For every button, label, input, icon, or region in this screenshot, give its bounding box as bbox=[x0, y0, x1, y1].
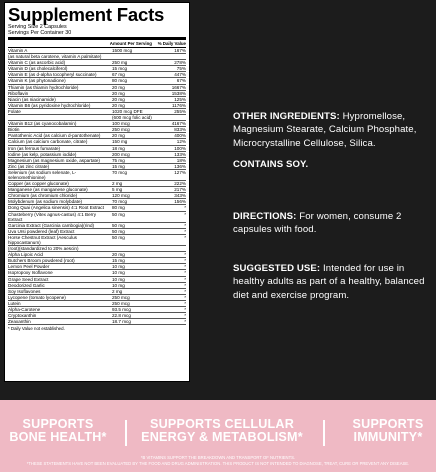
nutrient-name: Zeaxanthin bbox=[8, 319, 31, 325]
nutrient-name: Butchers Broom powdered (root) bbox=[8, 258, 75, 264]
nutrient-daily-value: 125% bbox=[174, 96, 186, 102]
nutrient-daily-value: 4167% bbox=[171, 121, 186, 127]
nutrient-name: Riboflavin bbox=[8, 90, 29, 96]
nutrient-name: Vitamin D (as cholecalciferol) bbox=[8, 66, 68, 72]
supplement-facts-panel bbox=[4, 2, 190, 382]
nutrient-name: Chromium (as chromium chloride) bbox=[8, 193, 78, 199]
nutrient-name: Magnesium (as magnesium oxide, aspartate) bbox=[8, 157, 100, 163]
directions bbox=[233, 210, 433, 237]
nutrient-name: Vitamin K (as phytonadione) bbox=[8, 78, 66, 84]
feature-bone-health bbox=[2, 418, 114, 443]
nutrient-name: Vitamin C (as ascorbic acid) bbox=[8, 60, 66, 66]
fda-disclaimer: *THESE STATEMENTS HAVE NOT BEEN EVALUATED BY THE FOOD AND DRUG ADMINISTRATION. THIS PRODUCT IS NOT INTENDED TO DIAGNOSE, TREAT, CURE OR PREVENT ANY DISEASE. bbox=[26, 461, 410, 466]
nutrient-daily-value: * bbox=[184, 282, 186, 288]
nutrient-amount: 10 mg bbox=[112, 282, 125, 288]
supplement-facts-title: Supplement Facts bbox=[8, 4, 165, 25]
nutrient-amount: 22.8 mcg bbox=[112, 313, 131, 319]
feature-immunity-line1: SUPPORTS bbox=[352, 417, 424, 431]
nutrient-daily-value: 1176% bbox=[172, 102, 186, 108]
band-divider-1 bbox=[125, 420, 127, 446]
feature-energy-line2: ENERGY & METABOLISM* bbox=[141, 429, 303, 444]
nutrient-name: Lutein bbox=[8, 300, 21, 306]
nutrient-row bbox=[8, 170, 186, 181]
band-divider-2 bbox=[323, 420, 325, 446]
suggested-use-text: Intended for use in healthy adults as part of a healthy, balanced diet and exercise program. bbox=[233, 263, 425, 301]
nutrient-amount: 50 mg bbox=[112, 211, 125, 217]
nutrient-name: Iron (as ferrous fumarate) bbox=[8, 145, 61, 151]
other-ingredients bbox=[233, 110, 433, 150]
nutrient-row bbox=[8, 319, 186, 325]
nutrient-daily-value: 1667% bbox=[171, 84, 186, 90]
nutrient-amount: 70 mcg bbox=[112, 169, 128, 175]
nutrient-daily-value: 447% bbox=[174, 72, 186, 78]
nutrient-name: Grape Seed Extract bbox=[8, 276, 49, 282]
nutrient-name: Soy Isoflavones bbox=[8, 288, 41, 294]
nutrient-name: Dong Quai (Angelica sinensis) 4:1 Root Extract bbox=[8, 205, 105, 211]
amount-header: Amount Per Serving bbox=[109, 41, 152, 46]
nutrient-amount: 15 mg bbox=[112, 258, 125, 264]
nutrient-daily-value: 12% bbox=[176, 139, 186, 145]
nutrient-name: Cryptoxanthin bbox=[8, 313, 37, 319]
nutrient-amount: 70 mcg bbox=[112, 199, 128, 205]
nutrient-daily-value: * bbox=[184, 258, 186, 264]
serving-size: Serving Size 2 Capsules bbox=[8, 24, 67, 30]
nutrient-amount: 10 mg bbox=[112, 276, 125, 282]
nutrient-amount: 80 mg bbox=[112, 205, 125, 211]
nutrient-name: Lycopene (tomato lycopene) bbox=[8, 294, 66, 300]
nutrient-amount: 10 mg bbox=[112, 270, 125, 276]
nutrient-amount: 2 mg bbox=[112, 181, 123, 187]
nutrient-name: Uva Ursi powdered (leaf) Extract bbox=[8, 228, 75, 234]
nutrient-amount bbox=[112, 54, 160, 59]
nutrient-daily-value: 1538% bbox=[171, 90, 186, 96]
nutrient-name: Zinc (as zinc citrate) bbox=[8, 163, 50, 169]
nutrient-name: Vitamin E (as d-alpha tocopheryl succinate) bbox=[8, 72, 97, 78]
servings-per-container: Servings Per Container 30 bbox=[8, 30, 72, 36]
nutrient-daily-value: 136% bbox=[174, 163, 186, 169]
nutrient-daily-value: 222% bbox=[174, 181, 186, 187]
nutrient-name: Horse Chestnut Extract (Aesculus hippocastanum) bbox=[8, 234, 77, 245]
nutrient-amount: 5 mg bbox=[112, 187, 123, 193]
daily-value-header: % Daily Value bbox=[157, 41, 186, 46]
nutrient-name: Molybdenum (as sodium molybdate) bbox=[8, 199, 83, 205]
feature-immunity bbox=[340, 418, 436, 443]
nutrient-daily-value: 127% bbox=[174, 169, 186, 175]
nutrient-amount: 150 mg bbox=[112, 139, 128, 145]
nutrient-amount: 200 mcg bbox=[112, 151, 130, 157]
nutrient-daily-value: 167% bbox=[174, 48, 186, 53]
nutrient-amount: 20 mg bbox=[112, 96, 125, 102]
nutrient-name: Biotin bbox=[8, 127, 20, 133]
nutrient-daily-value: 217% bbox=[174, 187, 186, 193]
nutrient-amount: 120 mcg bbox=[112, 193, 130, 199]
nutrient-name: (root)(standardized to 20% aescin) bbox=[8, 246, 79, 252]
nutrient-amount: 1020 mcg DFE bbox=[112, 108, 143, 114]
nutrient-amount: 100 mcg bbox=[112, 121, 130, 127]
nutrient-daily-value: 255% bbox=[174, 108, 186, 114]
feature-energy-metabolism bbox=[134, 418, 310, 443]
nutrient-daily-value: * bbox=[184, 307, 186, 313]
nutrient-amount: 50 mg bbox=[112, 222, 125, 228]
nutrient-daily-value: * bbox=[184, 222, 186, 228]
feature-immunity-line2: IMMUNITY* bbox=[353, 429, 423, 444]
feature-energy-line1: SUPPORTS CELLULAR bbox=[149, 417, 295, 431]
nutrient-amount: 15 mcg bbox=[112, 66, 128, 72]
nutrient-daily-value bbox=[160, 246, 186, 251]
nutrient-row bbox=[8, 235, 186, 246]
nutrient-daily-value: * bbox=[184, 228, 186, 234]
nutrient-amount: 20 mg bbox=[112, 84, 125, 90]
facts-column-header bbox=[8, 41, 186, 48]
nutrient-name: Deodorized Garlic bbox=[8, 282, 45, 288]
nutrient-name: (as natural beta carotene, vitamin A palmitate) bbox=[8, 54, 102, 60]
b-vitamins-note: *B VITAMINS SUPPORT THE BREAKDOWN AND TRANSPORT OF NUTRIENTS. bbox=[140, 455, 296, 460]
nutrient-daily-value: * bbox=[184, 211, 186, 217]
nutrient-name: Lemon Peel Powder bbox=[8, 264, 50, 270]
nutrient-name: Copper (as copper gluconate) bbox=[8, 181, 69, 187]
nutrient-amount: 250 mcg bbox=[112, 294, 130, 300]
nutrient-daily-value bbox=[160, 115, 186, 120]
nutrient-name: Alpha-Carotene bbox=[8, 307, 41, 313]
nutrient-name: Calcium (as calcium carbonate, citrate) bbox=[8, 139, 88, 145]
nutrient-name: Chasteberry (Vitex agnus-castus) 4:1 Berry Extract bbox=[8, 211, 96, 222]
nutrient-amount: 20 mg bbox=[112, 133, 125, 139]
nutrient-daily-value: * bbox=[184, 264, 186, 270]
nutrient-amount: 67 mg bbox=[112, 72, 125, 78]
nutrient-daily-value: * bbox=[184, 205, 186, 211]
nutrient-daily-value: * bbox=[184, 288, 186, 294]
nutrient-daily-value: 75% bbox=[176, 66, 186, 72]
feature-bone-health-line1: SUPPORTS bbox=[22, 417, 94, 431]
nutrient-name: Selenium (as sodium selenate, L-selenomethionine) bbox=[8, 169, 77, 180]
suggested-use-label: SUGGESTED USE: bbox=[233, 263, 321, 274]
nutrient-name: Vitamin B12 (as cyanocobalamin) bbox=[8, 121, 77, 127]
nutrient-daily-value bbox=[160, 54, 186, 59]
nutrient-daily-value: * bbox=[184, 270, 186, 276]
nutrient-amount: 93.5 mcg bbox=[112, 307, 131, 313]
nutrient-amount: 250 mcg bbox=[112, 300, 130, 306]
nutrient-daily-value: * bbox=[184, 294, 186, 300]
nutrient-rows bbox=[8, 48, 186, 325]
nutrient-amount: 50 mg bbox=[112, 228, 125, 234]
nutrient-daily-value: 400% bbox=[174, 133, 186, 139]
nutrient-row bbox=[8, 212, 186, 223]
nutrient-amount: 80 mcg bbox=[112, 78, 128, 84]
other-ingredients-text: Hypromellose, Magnesium Stearate, Calcium Phosphate, Microcrystalline Cellulose, Silica. bbox=[233, 111, 417, 149]
nutrient-daily-value: 278% bbox=[174, 60, 186, 66]
nutrient-daily-value: * bbox=[184, 319, 186, 325]
nutrient-amount: 50 mg bbox=[112, 234, 125, 240]
nutrient-daily-value: 67% bbox=[176, 78, 186, 84]
nutrient-name: Iodine (as kelp, potassium iodide) bbox=[8, 151, 77, 157]
thick-divider bbox=[8, 37, 186, 40]
nutrient-amount: 18 mg bbox=[112, 145, 125, 151]
allergen-statement bbox=[233, 158, 433, 171]
nutrient-daily-value: 100% bbox=[174, 145, 186, 151]
nutrient-amount: 18.7 mcg bbox=[112, 319, 131, 325]
nutrient-daily-value: * bbox=[184, 313, 186, 319]
nutrient-name: Pantothenic Acid (as calcium d-pantothenate) bbox=[8, 133, 101, 139]
nutrient-name: Garcinia Extract (Garcinia cambogia)(rind) bbox=[8, 222, 95, 228]
benefits-band bbox=[0, 400, 436, 472]
other-ingredients-label: OTHER INGREDIENTS: bbox=[233, 111, 340, 122]
nutrient-amount: 75 mg bbox=[112, 157, 125, 163]
nutrient-daily-value: 133% bbox=[174, 151, 186, 157]
nutrient-name: Thiamin (as thiamin hydrochloride) bbox=[8, 84, 79, 90]
nutrient-name: Isopropoxy Isoflavone bbox=[8, 270, 53, 276]
directions-text: For women, consume 2 capsules with food. bbox=[233, 211, 402, 236]
contains-soy: CONTAINS SOY. bbox=[233, 159, 309, 170]
nutrient-amount: 20 mg bbox=[112, 252, 125, 258]
nutrient-name: Alpha Lipoic Acid bbox=[8, 252, 43, 258]
nutrient-daily-value: * bbox=[184, 252, 186, 258]
nutrient-daily-value: * bbox=[184, 300, 186, 306]
nutrient-amount: 20 mg bbox=[112, 102, 125, 108]
nutrient-amount: 20 mg bbox=[112, 90, 125, 96]
nutrient-name: Niacin (as niacinamide) bbox=[8, 96, 56, 102]
nutrient-amount: 2 mg bbox=[112, 288, 123, 294]
nutrient-name: Vitamin B6 (as pyridoxine hydrochloride) bbox=[8, 102, 91, 108]
nutrient-daily-value: * bbox=[184, 234, 186, 240]
nutrient-name: Vitamin A bbox=[8, 48, 28, 53]
nutrient-amount: 1500 mcg bbox=[112, 48, 133, 53]
nutrient-daily-value: 833% bbox=[174, 127, 186, 133]
nutrient-daily-value: * bbox=[184, 276, 186, 282]
nutrient-amount: 250 mg bbox=[112, 60, 128, 66]
nutrient-daily-value: 343% bbox=[174, 193, 186, 199]
nutrient-amount: 250 mcg bbox=[112, 127, 130, 133]
facts-footnote: * Daily Value not established. bbox=[8, 326, 65, 332]
nutrient-daily-value: 18% bbox=[176, 157, 186, 163]
suggested-use bbox=[233, 262, 433, 302]
nutrient-amount: (600 mcg folic acid) bbox=[112, 115, 152, 121]
feature-bone-health-line2: BONE HEALTH* bbox=[9, 429, 107, 444]
nutrient-amount bbox=[112, 246, 160, 251]
nutrient-name: Manganese (as manganese gluconate) bbox=[8, 187, 88, 193]
nutrient-name: Folate bbox=[8, 108, 21, 114]
directions-label: DIRECTIONS: bbox=[233, 211, 297, 222]
nutrient-daily-value: 156% bbox=[174, 199, 186, 205]
nutrient-name bbox=[8, 115, 112, 120]
nutrient-amount: 15 mg bbox=[112, 163, 125, 169]
nutrient-amount: 10 mg bbox=[112, 264, 125, 270]
